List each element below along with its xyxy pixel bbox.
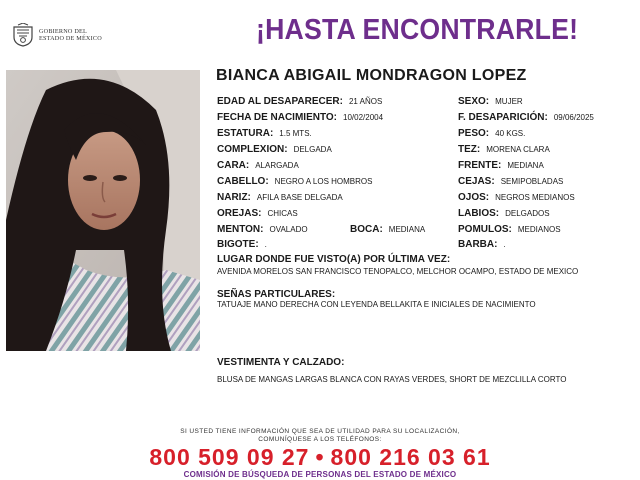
state-seal-icon	[12, 23, 34, 47]
value-cejas: SEMIPOBLADAS	[500, 177, 564, 186]
field-nacimiento	[217, 112, 383, 123]
label-cabello: CABELLO:	[217, 176, 269, 187]
label-pomulos: POMULOS:	[458, 224, 512, 235]
label-cejas: CEJAS:	[458, 176, 495, 187]
field-edad	[217, 96, 382, 107]
field-sexo	[458, 96, 523, 107]
logo-line-1: GOBIERNO DEL	[39, 27, 87, 35]
field-menton	[217, 224, 308, 235]
label-complexion: COMPLEXION:	[217, 144, 288, 155]
field-barba	[458, 239, 506, 250]
field-frente	[458, 160, 544, 171]
value-nariz: AFILA BASE DELGADA	[256, 193, 343, 202]
phone-separator: •	[315, 444, 325, 470]
label-desaparicion: F. DESAPARICIÓN:	[458, 112, 548, 123]
value-boca: MEDIANA	[388, 225, 426, 234]
government-logo	[12, 18, 122, 52]
clothing-text: BLUSA DE MANGAS LARGAS BLANCA CON RAYAS VERDES, SHORT DE MEZCLILLA CORTO	[217, 375, 567, 384]
label-boca: BOCA:	[350, 224, 383, 235]
value-desaparicion: 09/06/2025	[553, 113, 594, 122]
label-frente: FRENTE:	[458, 160, 502, 171]
value-bigote: .	[264, 240, 267, 249]
field-nariz	[217, 192, 343, 203]
value-barba: .	[503, 240, 506, 249]
field-labios	[458, 208, 550, 219]
value-edad: 21 AÑOS	[348, 97, 383, 106]
label-bigote: BIGOTE:	[217, 239, 259, 250]
label-ojos: OJOS:	[458, 192, 490, 203]
last-seen-title: LUGAR DONDE FUE VISTO(A) POR ÚLTIMA VEZ:	[217, 254, 451, 265]
person-photo	[6, 70, 200, 351]
field-cara	[217, 160, 299, 171]
value-orejas: CHICAS	[267, 209, 298, 218]
field-complexion	[217, 144, 332, 155]
field-tez	[458, 144, 550, 155]
value-frente: MEDIANA	[507, 161, 544, 170]
value-nacimiento: 10/02/2004	[343, 113, 384, 122]
label-nariz: NARIZ:	[217, 192, 251, 203]
distinguishing-marks-text: TATUAJE MANO DERECHA CON LEYENDA BELLAKITA E INICIALES DE NACIMIENTO	[217, 300, 536, 309]
label-labios: LABIOS:	[458, 208, 500, 219]
label-edad: EDAD AL DESAPARECER:	[217, 96, 343, 107]
field-boca	[350, 224, 425, 235]
logo-line-2: ESTADO DE MÉXICO	[39, 35, 102, 42]
last-seen-text: AVENIDA MORELOS SAN FRANCISCO TENOPALCO, MELCHOR OCAMPO, ESTADO DE MEXICO	[217, 267, 579, 276]
field-desaparicion	[458, 112, 594, 123]
phone-number-1[interactable]: 800 509 09 27	[149, 444, 310, 470]
value-labios: DELGADOS	[505, 209, 550, 218]
person-name: BIANCA ABIGAIL MONDRAGON LOPEZ	[216, 67, 527, 84]
label-peso: PESO:	[458, 128, 490, 139]
label-barba: BARBA:	[458, 239, 498, 250]
distinguishing-marks-title: SEÑAS PARTICULARES:	[217, 289, 336, 300]
value-cabello: NEGRO A LOS HOMBROS	[274, 177, 373, 186]
value-ojos: NEGROS MEDIANOS	[495, 193, 575, 202]
label-orejas: OREJAS:	[217, 208, 262, 219]
contact-note-line-2: COMUNÍQUESE A LOS TELÉFONOS:	[258, 436, 382, 443]
label-tez: TEZ:	[458, 144, 481, 155]
headline: ¡HASTA ENCONTRARLE!	[256, 14, 579, 46]
label-cara: CARA:	[217, 160, 250, 171]
field-ojos	[458, 192, 575, 203]
value-cara: ALARGADA	[255, 161, 299, 170]
contact-note-line-1: SI USTED TIENE INFORMACIÓN QUE SEA DE UTILIDAD PARA SU LOCALIZACIÓN,	[180, 428, 460, 435]
label-sexo: SEXO:	[458, 96, 490, 107]
label-menton: MENTON:	[217, 224, 264, 235]
label-nacimiento: FECHA DE NACIMIENTO:	[217, 112, 337, 123]
label-estatura: ESTATURA:	[217, 128, 274, 139]
value-sexo: MUJER	[495, 97, 523, 106]
value-estatura: 1.5 MTS.	[279, 129, 312, 138]
field-peso	[458, 128, 525, 139]
phone-numbers	[0, 444, 640, 471]
field-bigote	[217, 239, 267, 250]
value-tez: MORENA CLARA	[486, 145, 550, 154]
value-peso: 40 KGS.	[495, 129, 526, 138]
clothing-title: VESTIMENTA Y CALZADO:	[217, 357, 345, 368]
commission-name: COMISIÓN DE BÚSQUEDA DE PERSONAS DEL ESTADO DE MÉXICO	[183, 470, 457, 479]
value-pomulos: MEDIANOS	[517, 225, 561, 234]
field-cejas	[458, 176, 563, 187]
value-complexion: DELGADA	[293, 145, 332, 154]
value-menton: OVALADO	[269, 225, 308, 234]
phone-number-2[interactable]: 800 216 03 61	[330, 444, 491, 470]
field-pomulos	[458, 224, 561, 235]
field-cabello	[217, 176, 372, 187]
field-estatura	[217, 128, 312, 139]
field-orejas	[217, 208, 298, 219]
